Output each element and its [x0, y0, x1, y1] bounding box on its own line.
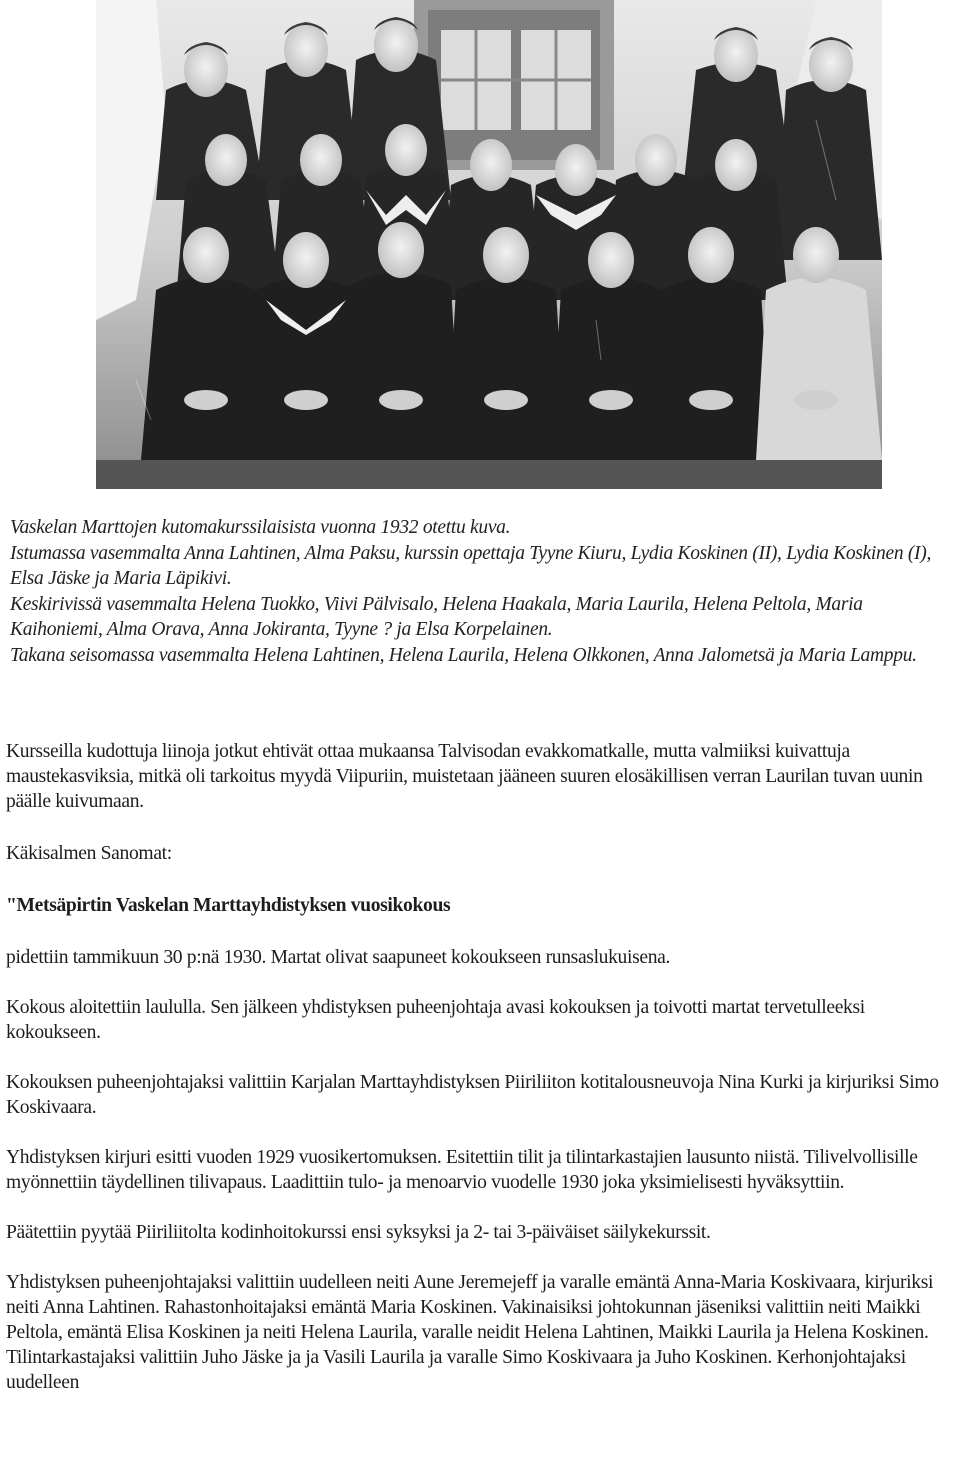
article-body	[6, 739, 956, 1395]
paragraph-opening: Kokous aloitettiin laululla. Sen jälkeen yhdistyksen puheenjohtaja avasi kokouksen ja toivotti martat tervetulleeksi kokoukseen.	[6, 997, 865, 1043]
paragraph-source: Käkisalmen Sanomat:	[6, 843, 172, 864]
paragraph-report: Yhdistyksen kirjuri esitti vuoden 1929 vuosikertomuksen. Esitettiin tilit ja tilintarkastajien lausunto niistä. Tilivelvollisille myönnettiin täydellinen tilivapaus. Laadittiin tulo- ja menoarvio vuodelle 1930 joka yksimielisesti hyväksyttiin.	[6, 1147, 918, 1193]
group-photo-icon	[96, 0, 882, 489]
paragraph-chair: Kokouksen puheenjohtajaksi valittiin Karjalan Marttayhdistyksen Piiriliiton kotitalousneuvoja Nina Kurki ja kirjuriksi Simo Koskivaara.	[6, 1072, 939, 1118]
caption-line-middle-row: Keskirivissä vasemmalta Helena Tuokko, Viivi Pälvisalo, Helena Haakala, Maria Laurila, Helena Peltola, Maria Kaihoniemi, Alma Orava, Anna Jokiranta, Tyyne ? ja Elsa Korpelainen.	[10, 593, 863, 640]
paragraph-courses: Päätettiin pyytää Piiriliitolta kodinhoitokurssi ensi syksyksi ja 2- tai 3-päiväiset säilykekurssit.	[6, 1222, 711, 1243]
photo-caption	[10, 515, 955, 668]
paragraph-elections: Yhdistyksen puheenjohtajaksi valittiin uudelleen neiti Aune Jeremejeff ja varalle emäntä Anna-Maria Koskivaara, kirjuriksi neiti Anna Lahtinen. Rahastonhoitajaksi emäntä Maria Koskinen. Vakinaisiksi johtokunnan jäseniksi valittiin neiti Maikki Peltola, emäntä Elisa Koskinen ja neiti Helena Laurila, varalle neidit Helena Lahtinen, Maikki Laurila ja Helena Koskinen. Tilintarkastajaksi valittiin Juho Jäske ja ja Vasili Laurila ja varalle Simo Koskivaara ja Juho Koskinen. Kerhonjohtajaksi uudelleen	[6, 1272, 934, 1393]
group-photo	[96, 0, 882, 489]
article-heading: "Metsäpirtin Vaskelan Marttayhdistyksen vuosikokous	[6, 895, 451, 916]
caption-line-title: Vaskelan Marttojen kutomakurssilaisista vuonna 1932 otettu kuva.	[10, 517, 511, 538]
paragraph-intro: Kursseilla kudottuja liinoja jotkut ehtivät ottaa mukaansa Talvisodan evakkomatkalle, mutta valmiiksi kuivattuja maustekasviksia, mitkä oli tarkoitus myydä Viipuriin, muistetaan jääneen suuren elosäkillisen verran Laurilan tuvan uunin päälle kuivumaan.	[6, 741, 923, 812]
paragraph-meeting-date: pidettiin tammikuun 30 p:nä 1930. Martat olivat saapuneet kokoukseen runsaslukuisena.	[6, 947, 671, 968]
caption-line-seated: Istumassa vasemmalta Anna Lahtinen, Alma Paksu, kurssin opettaja Tyyne Kiuru, Lydia Koskinen (II), Lydia Koskinen (I), Elsa Jäske ja Maria Läpikivi.	[10, 542, 932, 589]
caption-line-standing: Takana seisomassa vasemmalta Helena Lahtinen, Helena Laurila, Helena Olkkonen, Anna Jalometsä ja Maria Lamppu.	[10, 644, 917, 666]
